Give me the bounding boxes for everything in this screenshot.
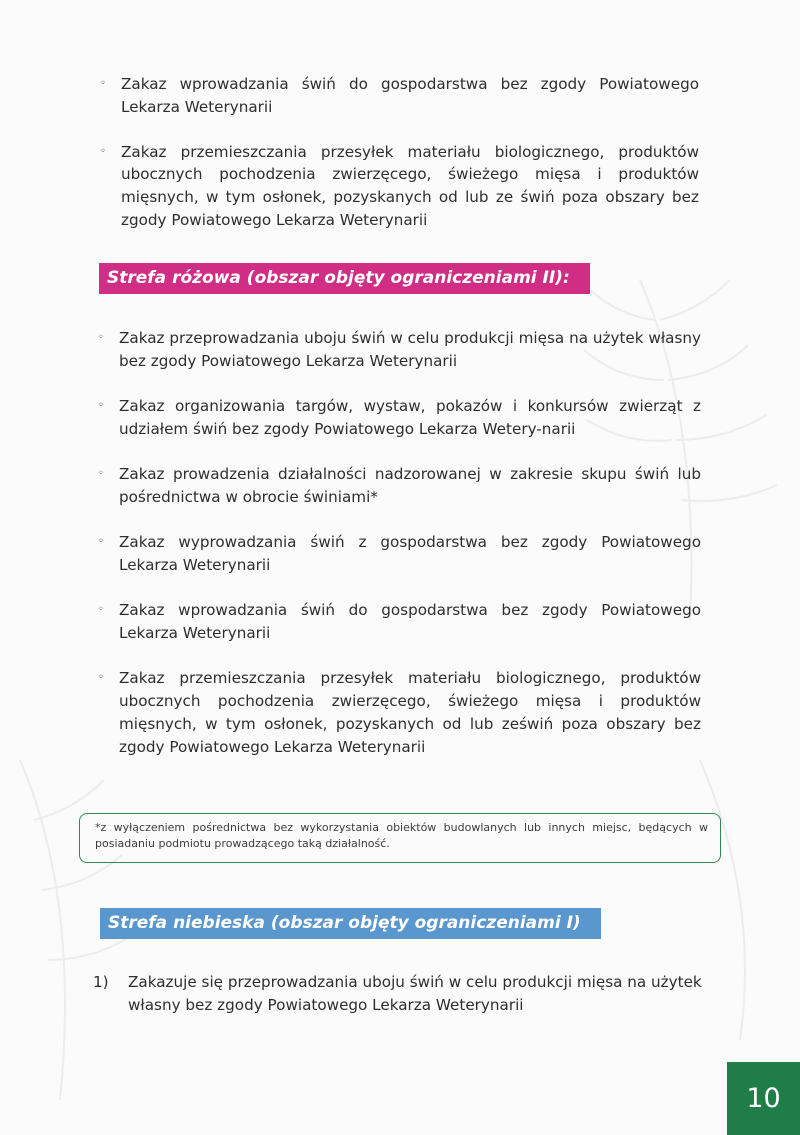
list-item (98, 395, 701, 441)
list-item (98, 599, 701, 645)
list-item-text: Zakaz wyprowadzania świń z gospodarstwa bez zgody Powiatowego Lekarza Weterynarii (119, 533, 701, 575)
bullet-icon: ◦ (98, 672, 104, 684)
page-number: 10 (727, 1062, 800, 1135)
bullet-icon: ◦ (98, 536, 104, 548)
list-item-text: Zakaz wprowadzania świń do gospodarstwa bez zgody Powiatowego Lekarza Weterynarii (121, 75, 699, 116)
bullet-icon: ◦ (98, 332, 104, 343)
list-item (93, 971, 708, 1017)
list-item (100, 141, 699, 232)
list-item-number: 1) (93, 973, 109, 991)
bullet-icon: ◦ (100, 145, 106, 157)
list-item-text: Zakaz przemieszczania przesyłek materiału biologicznego, produktów ubocznych pochodzenia zwierzęcego, świeżego mięsa i produktów mięsnych, w tym osłonek, pozyskanych od lub zeświń poza obszary bez zgody Powiatowego Lekarza Weterynarii (119, 669, 701, 756)
bullet-icon: ◦ (98, 400, 104, 412)
list-item (98, 531, 701, 577)
list-item-text: Zakaz wprowadzania świń do gospodarstwa bez zgody Powiatowego Lekarza Weterynarii (119, 601, 701, 643)
list-item (98, 667, 701, 758)
top-restrictions-list (100, 73, 699, 232)
list-item-text: Zakaz prowadzenia działalności nadzorowanej w zakresie skupu świń lub pośrednictwa w obrocie świniami* (119, 465, 701, 506)
list-item (98, 463, 701, 509)
bullet-icon: ◦ (98, 604, 104, 616)
list-item (98, 327, 701, 373)
bullet-icon: ◦ (100, 78, 106, 89)
footnote-box: *z wyłączeniem pośrednictwa bez wykorzystania obiektów budowlanych lub innych miejsc, będących w posiadaniu podmiotu prowadzącego taką działalność. (79, 813, 721, 863)
blue-zone-heading: Strefa niebieska (obszar objęty ograniczeniami I) (100, 908, 601, 939)
list-item-text: Zakaz przeprowadzania uboju świń w celu produkcji mięsa na użytek własny bez zgody Powiatowego Lekarza Weterynarii (119, 329, 701, 370)
list-item-text: Zakazuje się przeprowadzania uboju świń w celu produkcji mięsa na użytek własny bez zgody Powiatowego Lekarza Weterynarii (128, 973, 702, 1014)
list-item (100, 73, 699, 119)
pink-zone-restrictions-list (98, 327, 701, 759)
list-item-text: Zakaz przemieszczania przesyłek materiału biologicznego, produktów ubocznych pochodzenia zwierzęcego, świeżego mięsa i produktów mięsnych, w tym osłonek, pozyskanych od lub ze świń poza obszary bez zgody Powiatowego Lekarza Weterynarii (121, 142, 699, 229)
bullet-icon: ◦ (98, 468, 104, 480)
pink-zone-heading: Strefa różowa (obszar objęty ograniczeniami II): (99, 263, 590, 294)
list-item-text: Zakaz organizowania targów, wystaw, pokazów i konkursów zwierząt z udziałem świń bez zgody Powiatowego Lekarza Wetery-narii (119, 397, 701, 438)
blue-zone-restrictions-list (93, 971, 708, 1017)
